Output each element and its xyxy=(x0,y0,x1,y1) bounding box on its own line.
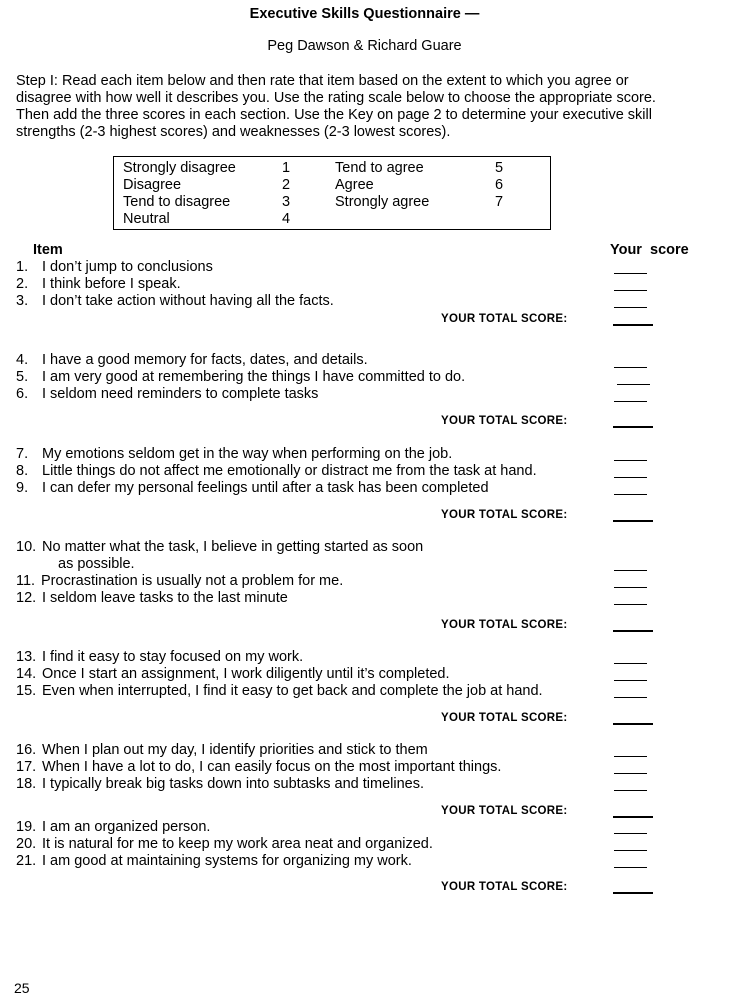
item-text: I have a good memory for facts, dates, and details. xyxy=(42,352,368,368)
score-blank[interactable] xyxy=(614,680,647,681)
scale-label: Tend to agree xyxy=(335,160,424,176)
item-number: 4. xyxy=(16,352,29,368)
item-number: 9. xyxy=(16,480,29,496)
scale-label: Disagree xyxy=(123,177,182,193)
score-blank[interactable] xyxy=(614,367,647,368)
item-number: 20. xyxy=(16,836,37,852)
score-blank[interactable] xyxy=(614,273,647,274)
document-title: Executive Skills Questionnaire — xyxy=(249,6,480,22)
item-number: 8. xyxy=(16,463,29,479)
scale-value: 7 xyxy=(495,194,504,210)
item-text: I am very good at remembering the things I have committed to do. xyxy=(42,369,466,385)
item-text: I can defer my personal feelings until after a task has been completed xyxy=(42,480,489,496)
scale-value: 6 xyxy=(495,177,504,193)
item-text: When I plan out my day, I identify priorities and stick to them xyxy=(42,742,428,758)
score-blank[interactable] xyxy=(614,290,647,291)
item-number: 10. xyxy=(16,539,37,555)
scale-label: Strongly disagree xyxy=(123,160,236,176)
total-score-label: YOUR TOTAL SCORE: xyxy=(441,805,568,817)
item-number: 21. xyxy=(16,853,37,869)
total-score-blank[interactable] xyxy=(613,892,653,894)
authors: Peg Dawson & Richard Guare xyxy=(267,38,462,54)
score-blank[interactable] xyxy=(614,494,647,495)
item-text: Even when interrupted, I find it easy to get back and complete the job at hand. xyxy=(42,683,543,699)
item-text: I seldom leave tasks to the last minute xyxy=(42,590,288,606)
scale-value: 3 xyxy=(282,194,291,210)
total-score-label: YOUR TOTAL SCORE: xyxy=(441,619,568,631)
score-blank[interactable] xyxy=(614,833,647,834)
score-blank[interactable] xyxy=(614,460,647,461)
item-number: 11. xyxy=(16,573,36,589)
item-text-continued: as possible. xyxy=(58,556,135,572)
item-text: My emotions seldom get in the way when performing on the job. xyxy=(42,446,453,462)
total-score-label: YOUR TOTAL SCORE: xyxy=(441,415,568,427)
item-text: I seldom need reminders to complete tasks xyxy=(42,386,319,402)
item-text: When I have a lot to do, I can easily focus on the most important things. xyxy=(42,759,502,775)
score-column-header: Your score xyxy=(610,242,689,258)
scale-value: 5 xyxy=(495,160,504,176)
item-column-header: Item xyxy=(33,242,63,258)
item-text: I am good at maintaining systems for organizing my work. xyxy=(42,853,412,869)
total-score-blank[interactable] xyxy=(613,426,653,428)
score-blank[interactable] xyxy=(614,867,647,868)
scale-label: Strongly agree xyxy=(335,194,430,210)
item-text: I don’t take action without having all the facts. xyxy=(42,293,334,309)
score-blank[interactable] xyxy=(614,570,647,571)
item-text: Once I start an assignment, I work diligently until it’s completed. xyxy=(42,666,450,682)
total-score-label: YOUR TOTAL SCORE: xyxy=(441,313,568,325)
score-blank[interactable] xyxy=(614,790,647,791)
item-text: I typically break big tasks down into subtasks and timelines. xyxy=(42,776,425,792)
item-number: 13. xyxy=(16,649,37,665)
scale-label: Agree xyxy=(335,177,374,193)
scale-value: 1 xyxy=(282,160,291,176)
item-number: 6. xyxy=(16,386,29,402)
item-number: 14. xyxy=(16,666,37,682)
total-score-blank[interactable] xyxy=(613,816,653,818)
score-blank[interactable] xyxy=(614,756,647,757)
item-text: Procrastination is usually not a problem for me. xyxy=(41,573,344,589)
item-text: I don’t jump to conclusions xyxy=(42,259,213,275)
score-blank[interactable] xyxy=(614,773,647,774)
item-number: 3. xyxy=(16,293,29,309)
item-number: 15. xyxy=(16,683,37,699)
scale-value: 4 xyxy=(282,211,291,227)
score-blank[interactable] xyxy=(614,850,647,851)
item-number: 19. xyxy=(16,819,37,835)
total-score-blank[interactable] xyxy=(613,630,653,632)
item-number: 7. xyxy=(16,446,29,462)
total-score-blank[interactable] xyxy=(613,520,653,522)
total-score-label: YOUR TOTAL SCORE: xyxy=(441,881,568,893)
item-number: 17. xyxy=(16,759,37,775)
item-number: 16. xyxy=(16,742,37,758)
scale-label: Tend to disagree xyxy=(123,194,231,210)
item-text: I am an organized person. xyxy=(42,819,211,835)
total-score-label: YOUR TOTAL SCORE: xyxy=(441,712,568,724)
score-blank[interactable] xyxy=(614,401,647,402)
item-text: Little things do not affect me emotionally or distract me from the task at hand. xyxy=(42,463,537,479)
item-number: 18. xyxy=(16,776,37,792)
item-number: 12. xyxy=(16,590,37,606)
score-blank[interactable] xyxy=(614,663,647,664)
score-blank[interactable] xyxy=(614,697,647,698)
scale-label: Neutral xyxy=(123,211,170,227)
item-text: No matter what the task, I believe in getting started as soon xyxy=(42,539,424,555)
total-score-blank[interactable] xyxy=(613,723,653,725)
item-text: I think before I speak. xyxy=(42,276,181,292)
score-blank[interactable] xyxy=(614,477,647,478)
score-blank[interactable] xyxy=(614,587,647,588)
item-number: 1. xyxy=(16,259,29,275)
rating-scale-box xyxy=(113,156,551,230)
page-number: 25 xyxy=(14,980,30,996)
scale-value: 2 xyxy=(282,177,291,193)
item-text: I find it easy to stay focused on my work. xyxy=(42,649,304,665)
score-blank[interactable] xyxy=(614,307,647,308)
item-number: 2. xyxy=(16,276,29,292)
item-number: 5. xyxy=(16,369,29,385)
score-blank[interactable] xyxy=(614,604,647,605)
total-score-label: YOUR TOTAL SCORE: xyxy=(441,509,568,521)
item-text: It is natural for me to keep my work area neat and organized. xyxy=(42,836,433,852)
score-blank[interactable] xyxy=(617,384,650,385)
total-score-blank[interactable] xyxy=(613,324,653,326)
instructions: Step I: Read each item below and then rate that item based on the extent to which you agree or disagree with how well it describes you. Use the rating scale below to choose the appropriate score. Then add the three scores in each section. Use the Key on page 2 to determine your executive skill strengths (2-3 highest scores) and weaknesses (2-3 lowest scores). xyxy=(16,73,656,140)
